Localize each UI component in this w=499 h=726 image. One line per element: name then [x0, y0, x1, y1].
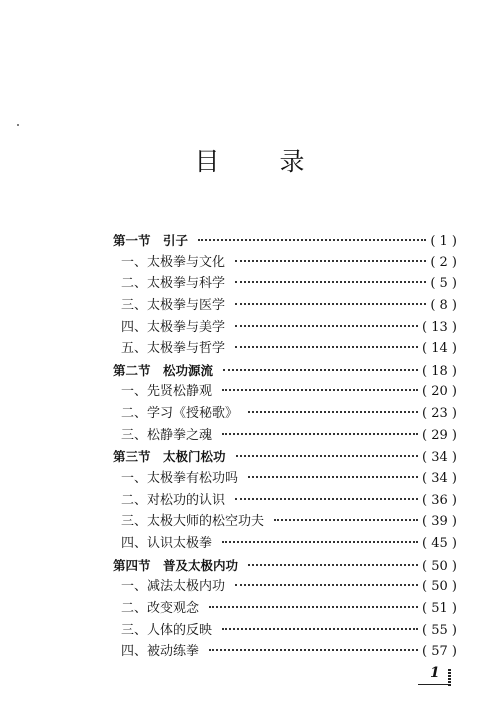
toc-section-title: 第一节 引子: [113, 233, 189, 248]
toc-item-row: [113, 533, 457, 555]
toc-item-title: 一、先贤松静观: [121, 384, 213, 400]
toc-item-row: [113, 641, 457, 663]
dot-leader: [248, 564, 418, 566]
toc-page-number: ( 5 ): [430, 276, 457, 292]
dot-leader: [222, 389, 418, 391]
toc-page-number: ( 13 ): [422, 319, 457, 335]
dot-leader: [209, 649, 418, 651]
toc-item-row: [113, 598, 457, 620]
toc-item-row: [113, 403, 457, 425]
dot-leader: [222, 628, 418, 630]
toc-section-title: 第二节 松功源流: [113, 362, 214, 378]
toc-page-number: ( 39 ): [422, 514, 457, 530]
toc-item-title: 三、太极拳与医学: [121, 297, 226, 313]
toc-page-number: ( 34 ): [422, 450, 457, 466]
toc-page-number: ( 57 ): [422, 644, 457, 660]
toc-item-row: [113, 381, 457, 403]
toc-page-number: ( 20 ): [422, 384, 457, 400]
toc-page-number: ( 45 ): [422, 535, 457, 551]
toc-item-row: [113, 317, 457, 339]
toc-section-row: [113, 555, 457, 577]
toc-item-title: 二、太极拳与科学: [121, 276, 226, 292]
toc-page-number: ( 8 ): [430, 297, 457, 313]
toc-item-row: [113, 468, 457, 490]
toc-section-row: [113, 446, 457, 468]
toc-page-number: ( 36 ): [422, 492, 457, 508]
toc-section-title: 第三节 太极门松功: [113, 449, 226, 465]
toc-page-number: ( 51 ): [422, 600, 457, 616]
toc-page-number: ( 23 ): [422, 406, 457, 422]
dot-leader: [198, 239, 426, 241]
toc-item-title: 一、减法太极内功: [121, 579, 226, 595]
dot-leader: [223, 369, 418, 371]
scan-speck: [17, 124, 19, 126]
toc-item-title: 五、太极拳与哲学: [121, 341, 226, 357]
toc-item-title: 二、学习《授秘歌》: [121, 406, 239, 422]
toc-item-row: [113, 273, 457, 295]
toc-item-title: 四、认识太极拳: [121, 535, 213, 551]
page-title: 目 录: [194, 147, 331, 176]
toc-section-row: [113, 360, 457, 382]
toc-item-row: [113, 511, 457, 533]
dot-leader: [235, 260, 426, 262]
toc-item-title: 三、太极大师的松空功夫: [121, 514, 265, 530]
dot-leader: [235, 303, 426, 305]
toc-page-number: ( 18 ): [422, 363, 457, 379]
dot-leader: [222, 541, 418, 543]
toc-page-number: ( 14 ): [422, 341, 457, 357]
page-number: 1: [430, 665, 440, 681]
toc-item-row: [113, 620, 457, 642]
toc-page-number: ( 34 ): [422, 471, 457, 487]
toc-item-row: [113, 338, 457, 360]
toc-page-number: ( 55 ): [422, 622, 457, 638]
toc-item-title: 二、改变观念: [121, 600, 200, 616]
footer-rule: [418, 684, 448, 685]
dot-leader: [222, 433, 418, 435]
toc-page-number: ( 1 ): [430, 234, 457, 249]
dot-leader: [236, 455, 419, 457]
dot-leader: [235, 281, 426, 283]
dot-leader: [248, 476, 418, 478]
dot-leader: [274, 519, 418, 521]
toc-item-title: 四、被动练拳: [121, 644, 200, 660]
toc-item-row: [113, 576, 457, 598]
toc-section-row: [113, 230, 457, 252]
toc-item-title: 四、太极拳与美学: [121, 319, 226, 335]
dot-leader: [235, 584, 418, 586]
toc-section-title: 第四节 普及太极内功: [113, 557, 239, 573]
page-footer: [418, 663, 458, 689]
table-of-contents: [113, 230, 457, 663]
toc-item-title: 三、人体的反映: [121, 622, 213, 638]
dot-leader: [235, 325, 418, 327]
toc-page-number: ( 2 ): [430, 254, 457, 270]
toc-page-number: ( 29 ): [422, 427, 457, 443]
toc-item-title: 一、太极拳有松功吗: [121, 471, 239, 487]
dot-leader: [235, 498, 418, 500]
toc-page-number: ( 50 ): [422, 579, 457, 595]
toc-item-row: [113, 295, 457, 317]
toc-item-title: 一、太极拳与文化: [121, 254, 226, 270]
toc-item-row: [113, 252, 457, 274]
toc-item-title: 二、对松功的认识: [121, 492, 226, 508]
footer-tick-mark: [448, 669, 451, 687]
toc-item-row: [113, 425, 457, 447]
dot-leader: [209, 606, 418, 608]
dot-leader: [235, 346, 418, 348]
toc-item-title: 三、松静拳之魂: [121, 427, 213, 443]
dot-leader: [248, 411, 418, 413]
toc-page-number: ( 50 ): [422, 558, 457, 574]
toc-item-row: [113, 490, 457, 512]
